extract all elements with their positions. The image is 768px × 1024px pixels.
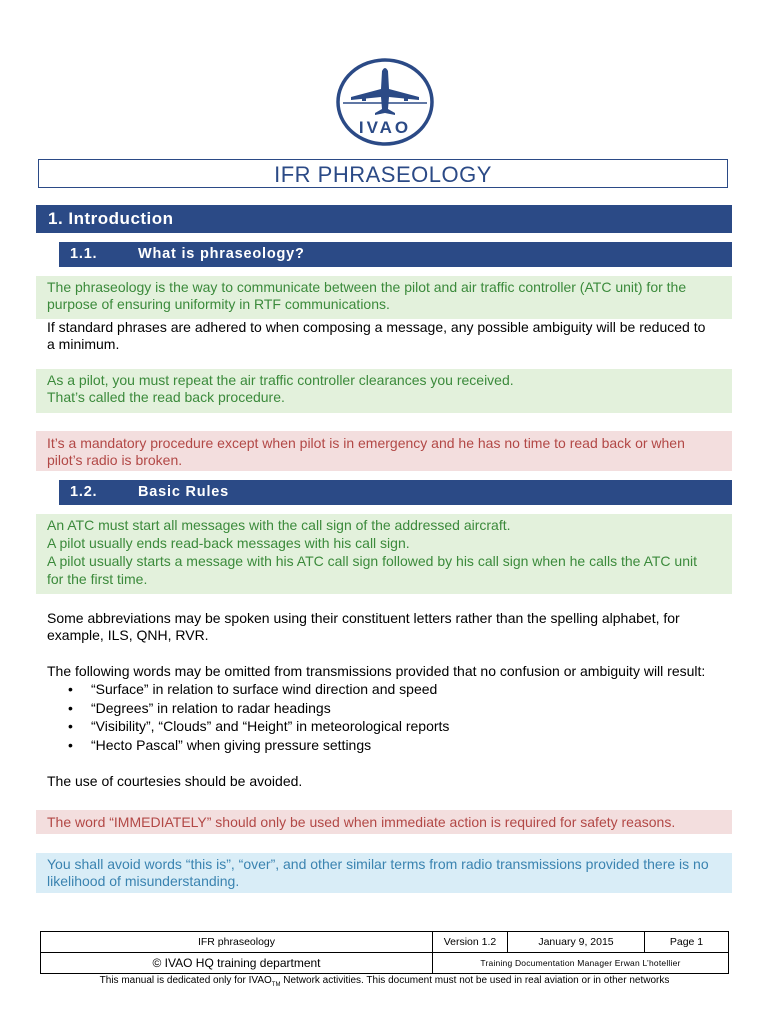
section-heading-introduction: 1. Introduction [36,205,732,233]
list-item: • “Surface” in relation to surface wind direction and speed [68,681,438,697]
list-item: • “Degrees” in relation to radar headings [68,699,331,716]
ivao-logo [335,57,435,147]
page-title: IFR PHRASEOLOGY [38,159,728,188]
bullet: • [68,718,73,734]
subsection-title: What is phraseology? [138,246,305,262]
text-line: It’s a mandatory procedure except when pilot is in emergency and he has no time to read back or when [47,435,685,451]
list-item: • “Visibility”, “Clouds” and “Height” in meteorological reports [68,718,450,734]
subsection-number: 1.1. [70,246,98,262]
text-line: example, ILS, QNH, RVR. [47,627,209,643]
text-line: As a pilot, you must repeat the air traffic controller clearances you received. [47,372,514,388]
subsection-heading-basic-rules [59,480,732,505]
text-line: likelihood of misunderstanding. [47,873,240,889]
footer-copyright: © IVAO HQ training department [41,953,433,974]
bullet: • [68,699,73,716]
bullet: • [68,681,73,697]
paragraph-omitted-words [47,663,727,754]
paragraph-courtesies: The use of courtesies should be avoided. [47,773,303,789]
logo-text: IVAO [358,118,412,137]
paragraph-standard-phrases [47,319,727,353]
bullet: • [68,736,73,753]
footer-manager: Training Documentation Manager Erwan L’hotellier [433,953,729,974]
warning-box-immediately: The word “IMMEDIATELY” should only be used when immediate action is required for safety reasons. [36,810,732,834]
text-line: pilot’s radio is broken. [47,452,183,468]
info-box-avoid-words [36,853,732,893]
footer-date: January 9, 2015 [508,932,645,953]
subsection-number: 1.2. [70,484,98,500]
text-line: Some abbreviations may be spoken using their constituent letters rather than the spelling alphabet, for [47,610,680,626]
paragraph-abbreviations [47,610,727,644]
info-box-read-back [36,369,732,413]
info-box-phraseology-definition [36,276,732,319]
subsection-title: Basic Rules [138,484,230,500]
text-line: a minimum. [47,336,120,352]
text-line: A pilot usually starts a message with his ATC call sign followed by his call sign when he calls the ATC unit [47,553,698,569]
text-line: An ATC must start all messages with the call sign of the addressed aircraft. [47,517,511,533]
footer-disclaimer: This manual is dedicated only for $IVAO_{TM}$ Network activities. This document must not be used in real aviation or in other networks [99,975,670,988]
text-line: The phraseology is the way to communicate between the pilot and air traffic controller (ATC unit) for the [47,279,687,295]
omitted-words-list [47,680,727,754]
text-line: purpose of ensuring uniformity in RTF communications. [47,296,390,312]
text-line: You shall avoid words “this is”, “over”, and other similar terms from radio transmissions provided there is no [47,856,709,872]
text-line: That’s called the read back procedure. [47,389,285,405]
footer-table [40,931,729,974]
footer-doc-name: IFR phraseology [41,932,433,953]
info-box-call-signs [36,514,732,594]
text-line: for the first time. [47,571,148,587]
text-line: The following words may be omitted from transmissions provided that no confusion or ambiguity will result: [47,663,706,679]
text-line: If standard phrases are adhered to when composing a message, any possible ambiguity will be reduced to [47,319,706,335]
subsection-heading-what-is-phraseology [59,242,732,267]
warning-box-mandatory-procedure [36,431,732,471]
list-item: • “Hecto Pascal” when giving pressure settings [68,736,372,753]
footer-page: Page 1 [645,932,729,953]
footer-version: Version 1.2 [433,932,508,953]
text-line: A pilot usually ends read-back messages with his call sign. [47,535,410,551]
